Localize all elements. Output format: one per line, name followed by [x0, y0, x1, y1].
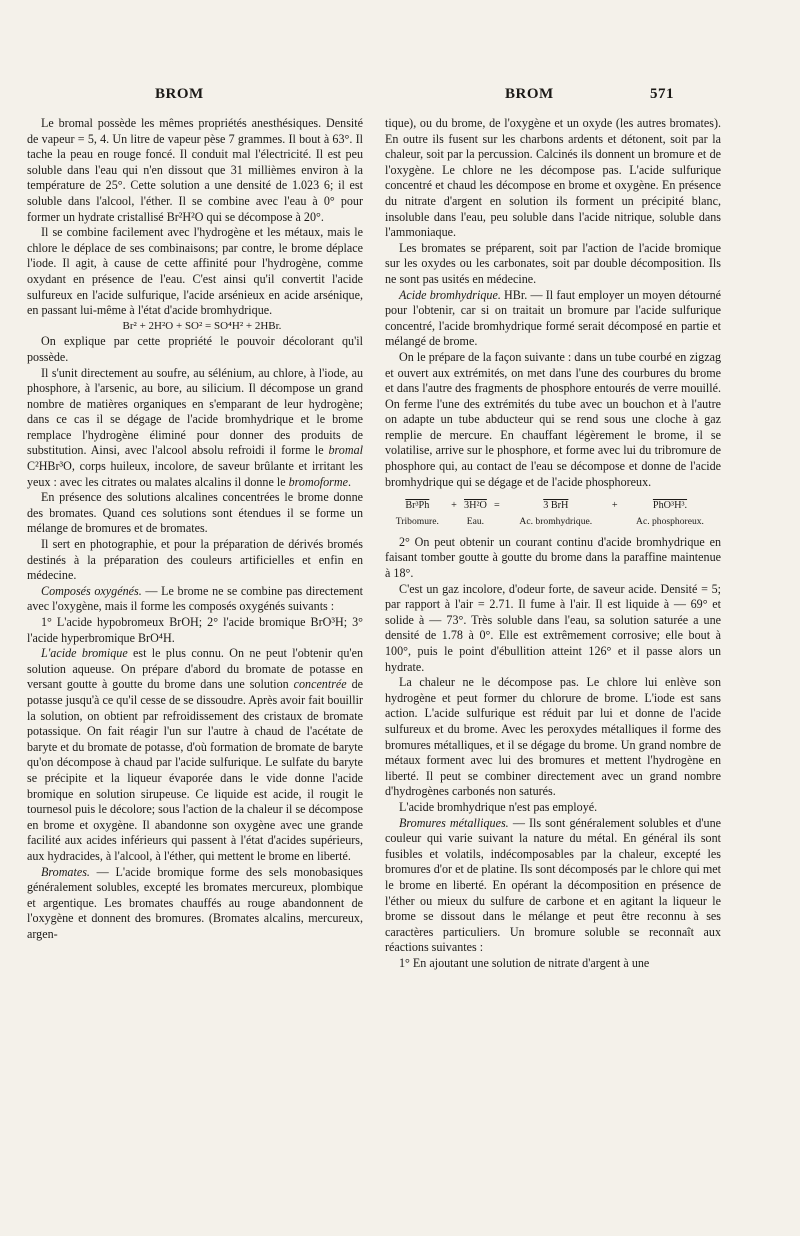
paragraph: Il s'unit directement au soufre, au sélénium, au chlore, à l'iode, au phosphore, à l'arsenic, au bore, au silicium. Il décompose un grand nombre de matières organiques en s'emparant de leur hydrogène; dans ce cas il se dégage de l'acide bromhydrique et le brome remplace l'hydrogène éliminé pour donner des produits de substitution. Ainsi, avec l'alcool absolu refroidi il forme le bromal C²HBr³O, corps huileux, incolore, de saveur brûlante et irritant les yeux : avec les citrates ou malates alcalins il donne le bromoforme. [27, 365, 363, 489]
paragraph: 1° En ajoutant une solution de nitrate d'argent à une [399, 955, 650, 970]
paragraph: Composés oxygénés. — Le brome ne se combine pas directement avec l'oxygène, mais il forme les composés oxygénés suivants : [27, 583, 363, 614]
paragraph: Acide bromhydrique. HBr. — Il faut employer un moyen détourné pour l'obtenir, car si on traitait un bromure par l'acide sulfurique concentré, l'acide bromhydrique formé serait décomposé en partie et mélangé de brome. [385, 287, 721, 349]
paragraph: Bromures métalliques. — Ils sont généralement solubles et d'une couleur qui varie suivant la nature du métal. En général ils sont fusibles et volatils, indécomposables par la chaleur, excepté les bromures d'or et de platine. Ils sont décomposés par le chlore qui met le brome en liberté. En opérant la décomposition en présence de l'éther ou mieux du sulfure de carbone et en agitant la liqueur le brome se dissout dans le mélange et peut être reconnu à ses caractères particuliers. Un bromure soluble se reconnaît aux réactions suivantes : [385, 815, 722, 955]
paragraph: En présence des solutions alcalines concentrées le brome donne des bromates. Quand ces solutions sont étendues il se forme un mélange de bromures et de bromates. [27, 490, 363, 536]
formula-tribromide: Br³Ph [405, 500, 430, 512]
label-hbr: Ac. bromhydrique. [519, 515, 593, 527]
paragraph: 1° L'acide hypobromeux BrOH; 2° l'acide bromique BrO³H; 3° l'acide hyperbromique BrO⁴H. [27, 615, 363, 645]
term-bromal: bromal [328, 443, 363, 458]
section-heading: Composés oxygénés. [41, 583, 142, 598]
paragraph: Le bromal possède les mêmes propriétés anesthésiques. Densité de vapeur = 5, 4. Un litre de vapeur pèse 7 grammes. Il bout à 63°. Il tache la peau en rouge foncé. Il conduit mal l'électricité. Il est peu soluble dans l'eau qui n'en dissout que 31 millièmes environ à la température de 25°. Cette solution a une densité de 1.023 6; il est soluble dans l'alcool, l'éther. Il se combine avec l'eau à 0° pour former un hydrate cristallisé Br²H²O qui se décompose à 20°. [27, 116, 363, 224]
paragraph: tique), ou du brome, de l'oxygène et un oxyde (les autres bromates). En outre ils fusent sur les charbons ardents et détonent, soit par la chaleur, soit par la percussion. Calcinés ils donnent un bromure et de l'oxygène. Le chlore ne les décompose pas. L'acide sulfurique concentré et chaud les décompose en brome et oxygène. En présence du nitrate d'argent en solution ils forment un précipité blanc, insoluble dans l'eau, peu soluble dans l'acide nitrique, soluble dans l'ammoniaque. [385, 116, 721, 240]
left-column [27, 116, 363, 942]
section-heading: Acide bromhydrique. [399, 287, 501, 302]
label-water: Eau. [466, 515, 485, 527]
formula-hbr: 3 BrH [543, 500, 569, 512]
page-number: 571 [650, 86, 674, 102]
section-heading: Bromures métalliques. [399, 815, 509, 830]
reaction-equation: Br³Ph + 3H²O = 3 BrH + PhO³H³. Tribomure. Eau. Ac. bromhydrique. Ac. phosphoreux. [385, 498, 721, 527]
chemical-equation: Br² + 2H²O + SO² = SO⁴H² + 2HBr. [122, 319, 282, 332]
paragraph: L'acide bromique est le plus connu. On ne peut l'obtenir qu'en solution aqueuse. On prépare d'abord du bromate de potasse en versant goutte à goutte du brome dans une solution concentrée de potasse jusqu'à ce qu'il cesse de se dissoudre. Après avoir fait bouillir la solution, on obtient par refroidissement des cristaux de bromate potassique. On fait réagir l'un sur l'autre à chaud de l'acétate de baryte et du bromate de potasse, d'où formation de bromate de baryte qu'on décompose à chaud par l'acide sulfurique. Le sulfate du baryte se précipite et la liqueur évaporée dans le vide donne l'acide bromique en solution sirupeuse. Ce liquide est acide, il rougit le tournesol puis le décolore; sous l'action de la chaleur il se décompose en brome et oxygène. Il abandonne son oxygène avec une grande facilité aux acides inférieurs qui passent à l'état d'acides supérieurs, aux hydracides, à l'alcool, à l'éther, qui mettent le brome en liberté. [27, 646, 363, 863]
running-head-right: BROM [505, 86, 554, 102]
right-column [385, 116, 721, 971]
paragraph: C'est un gaz incolore, d'odeur forte, de saveur acide. Densité = 5; par rapport à l'air = 2.71. Il fume à l'air. Il est liquide à — 69° et solide à — 73°. Très soluble dans l'eau, sa solution saturée a une densité de 1.78 à 0°. Elle est extrêmement corrosive; elle bout à 100°, puis le point d'ébullition atteint 126° et il passe alors un hydrate. [385, 581, 721, 674]
label-tribromide: Tribomure. [395, 515, 439, 527]
paragraph: Il sert en photographie, et pour la préparation de dérivés bromés destinés à la préparation des couleurs artificielles et enfin en médecine. [27, 537, 363, 583]
label-phosphorous-acid: Ac. phosphoreux. [636, 515, 704, 527]
paragraph: 2° On peut obtenir un courant continu d'acide bromhydrique en faisant tomber goutte à goutte du brome dans la paraffine maintenue à 18°. [385, 534, 721, 581]
paragraph: On explique par cette propriété le pouvoir décolorant qu'il possède. [27, 334, 363, 364]
running-head-left: BROM [155, 86, 204, 102]
section-heading: L'acide bromique [41, 646, 128, 661]
paragraph: Les bromates se préparent, soit par l'action de l'acide bromique sur les oxydes ou les carbonates, soit par double décomposition. Ils ne sont pas usités en médecine. [385, 240, 721, 286]
formula-water: 3H²O [464, 500, 487, 512]
paragraph: On le prépare de la façon suivante : dans un tube courbé en zigzag et ouvert aux extrémités, on met dans l'une des courbures du brome et dans l'autre des fragments de phosphore entourés de verre mouillé. On ferme l'une des extrémités du tube avec un bouchon et à l'autre on adapte un tube abducteur qui se rend sous une cloche à gaz remplie de mercure. En chauffant légèrement le brome, il se volatilise, arrive sur le phosphore, et forme avec lui du tribromure de phosphore qui, au contact de l'eau se décompose et donne de l'acide bromhydrique qui se dégage et de l'acide phosphoreux. [385, 349, 721, 489]
term-bromoforme: bromoforme [288, 474, 348, 489]
section-heading: Bromates. [41, 864, 90, 879]
paragraph: Bromates. — L'acide bromique forme des sels monobasiques généralement solubles, excepté les bromates mercureux, plombique et argentique. Les bromates chauffés au rouge abandonnent de l'oxygène et donnent des bromures. (Bromates alcalins, mercureux, argen- [27, 864, 363, 941]
paragraph: L'acide bromhydrique n'est pas employé. [399, 799, 598, 814]
paragraph: Il se combine facilement avec l'hydrogène et les métaux, mais le chlore le déplace de ses combinaisons; par contre, le brome déplace l'iode. Il agit, à cause de cette affinité pour l'hydrogène, comme oxydant en présence de l'eau. C'est ainsi qu'il convertit l'acide sulfureux en l'acide sulfurique, l'acide arsénieux en acide arsénique, en passant lui-même à l'état d'acide bromhydrique. [27, 225, 363, 318]
paragraph: La chaleur ne le décompose pas. Le chlore lui enlève son hydrogène et peut former du chlorure de brome. L'iode est sans action. L'acide sulfurique est réduit par lui et donne de l'acide sulfureux et du brome. Avec les peroxydes métalliques il forme des bromures métalliques, et il se dégage du brome. Un grand nombre de métaux forment avec lui des bromures et mettent l'hydrogène en liberté. Il peut se combiner directement avec un grand nombre d'hydrogènes carbonés non saturés. [385, 675, 721, 799]
formula-phosphorous-acid: PhO³H³. [652, 500, 688, 512]
